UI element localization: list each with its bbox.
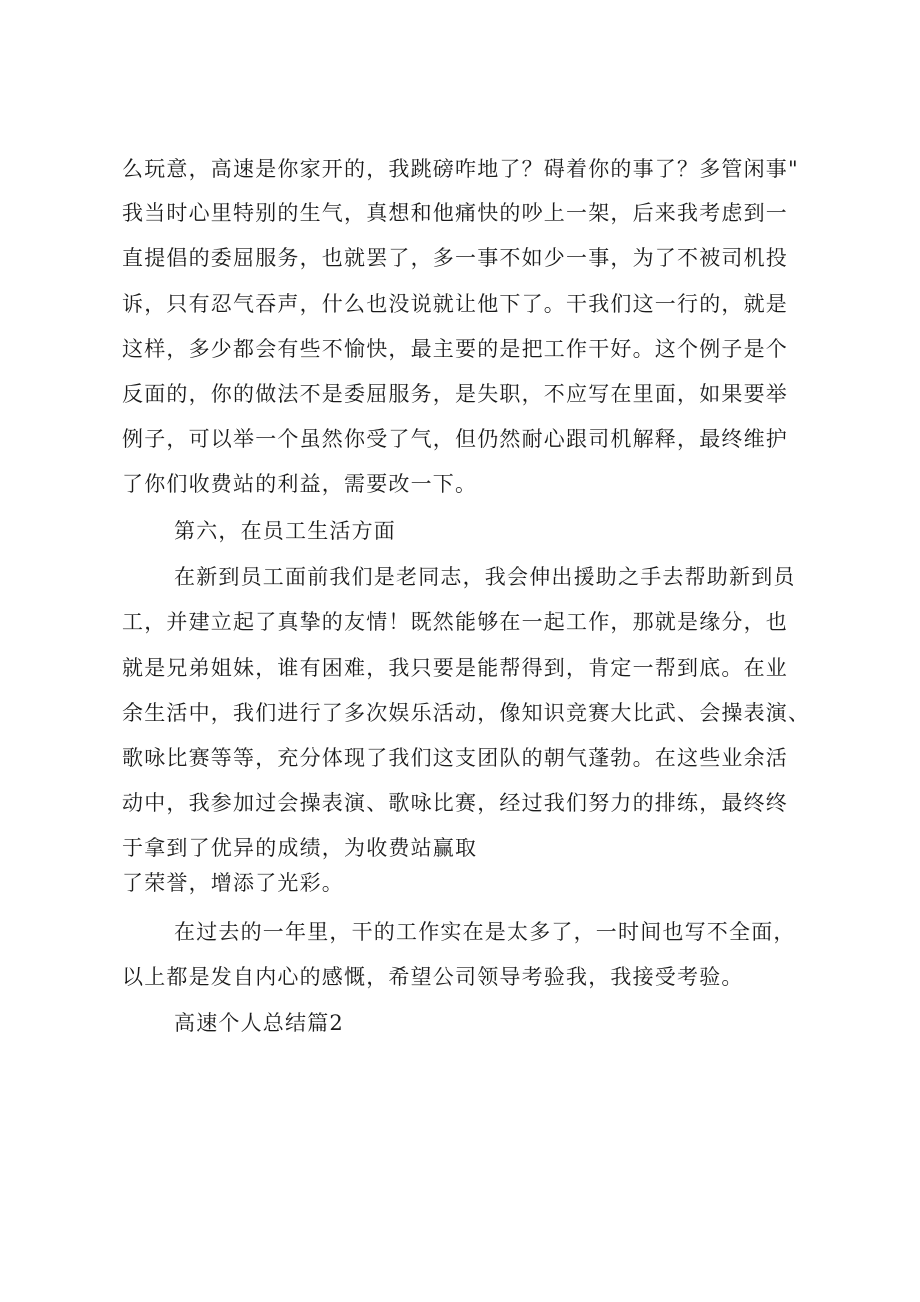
- paragraph-line: 我当时心里特别的生气，真想和他痛快的吵上一架，后来我考虑到一: [122, 201, 788, 225]
- paragraph-line: 余生活中，我们进行了多次娱乐活动，像知识竞赛大比武、会操表演、: [122, 701, 811, 725]
- paragraph-line: 在过去的一年里，干的工作实在是太多了，一时间也写不全面，: [174, 920, 796, 944]
- paragraph-line: 例子，可以举一个虽然你受了气，但仍然耐心跟司机解释，最终维护: [122, 427, 788, 451]
- paragraph-line: 歌咏比赛等等，充分体现了我们这支团队的朝气蓬勃。在这些业余活: [122, 746, 788, 770]
- paragraph-line: 动中，我参加过会操表演、歌咏比赛，经过我们努力的排练，最终终: [122, 791, 788, 815]
- paragraph-line: 了你们收费站的利益，需要改一下。: [122, 472, 478, 496]
- paragraph-line: 就是兄弟姐妹，谁有困难，我只要是能帮得到，肯定一帮到底。在业: [122, 656, 788, 680]
- paragraph-line: 么玩意，高速是你家开的，我跳磅咋地了？碍着你的事了？多管闲事": [122, 157, 799, 181]
- paragraph-line: 以上都是发自内心的感慨，希望公司领导考验我，我接受考验。: [122, 965, 744, 989]
- section-title: 高速个人总结篇2: [174, 1011, 344, 1035]
- paragraph-line: 工，并建立起了真挚的友情！既然能够在一起工作，那就是缘分，也: [122, 610, 788, 634]
- paragraph-line: 直提倡的委屈服务，也就罢了，多一事不如少一事，为了不被司机投: [122, 246, 788, 270]
- paragraph-line: 了荣誉，增添了光彩。: [122, 871, 344, 895]
- paragraph-line: 诉，只有忍气吞声，什么也没说就让他下了。干我们这一行的，就是: [122, 292, 788, 316]
- paragraph-line: 于拿到了优异的成绩，为收费站赢取: [122, 836, 478, 860]
- section-heading: 第六，在员工生活方面: [174, 519, 396, 543]
- paragraph-line: 反面的，你的做法不是委屈服务，是失职，不应写在里面，如果要举: [122, 382, 788, 406]
- paragraph-line: 在新到员工面前我们是老同志，我会伸出援助之手去帮助新到员: [174, 565, 796, 589]
- paragraph-line: 这样，多少都会有些不愉快，最主要的是把工作干好。这个例子是个: [122, 337, 788, 361]
